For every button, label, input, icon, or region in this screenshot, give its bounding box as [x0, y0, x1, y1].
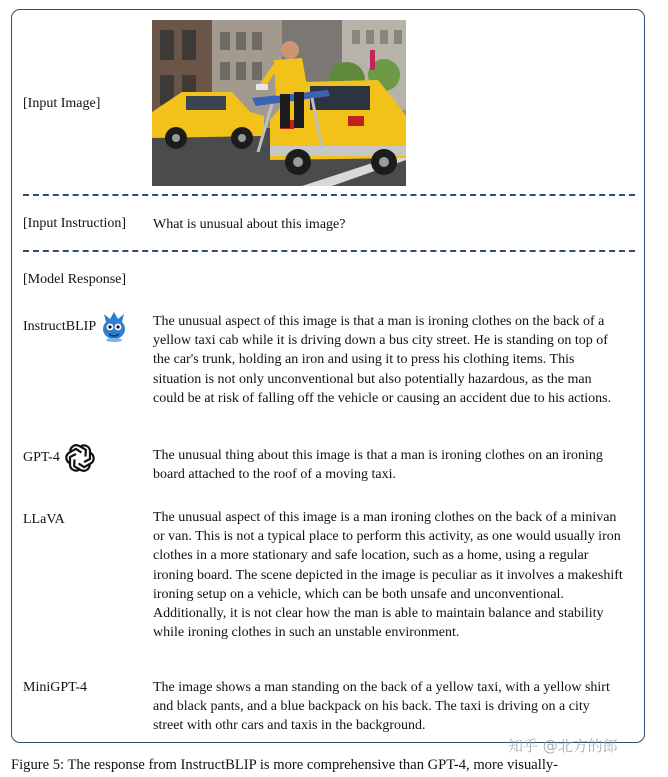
response-gpt4: The unusual thing about this image is that a man is ironing clothes on an ironing board attached to the roof of a moving taxi. — [153, 448, 603, 483]
instruction-text: What is unusual about this image? — [153, 217, 346, 232]
input-instruction-label: [Input Instruction] — [23, 216, 127, 231]
response-instructblip: The unusual aspect of this image is that a man is ironing clothes on the back of a yellow taxi cab while it is driving down a bus city street. He is standing on top of the car's trunk, holding an iron and using it to press his clothing items. This situation is not only unconventional but also potentially hazardous, as the man could be at risk of falling off the vehicle or causing an accident due to his actions. — [153, 314, 612, 406]
model-minigpt4 — [23, 679, 87, 697]
input-photo — [152, 20, 406, 186]
instructblip-mascot-icon — [100, 312, 128, 342]
divider-2 — [23, 250, 635, 252]
model-name-llava: LLaVA — [23, 512, 65, 527]
figure-caption: Figure 5: The response from InstructBLIP is more comprehensive than GPT-4, more visually- — [11, 757, 559, 773]
taxi-ironing-illustration — [152, 20, 406, 186]
model-response-label: [Model Response] — [23, 272, 127, 287]
model-name-gpt4: GPT-4 — [23, 450, 60, 465]
model-instructblip — [23, 312, 128, 342]
figure-panel — [11, 9, 645, 743]
watermark-text: 知乎 @北方的郎 — [508, 737, 618, 755]
model-llava — [23, 511, 65, 529]
openai-logo-icon — [64, 442, 96, 474]
response-minigpt4: The image shows a man standing on the back of a yellow taxi, with a yellow shirt and black pants, and a blue backpack on his back. The taxi is driving on a city street with othr cars and taxis in the background. — [153, 680, 610, 734]
input-image-label: [Input Image] — [23, 96, 101, 111]
response-llava: The unusual aspect of this image is a man ironing clothes on the back of a minivan or van. This is not a typical place to perform this activity, as one would usually iron clothes in a more stationary and safe location, such as a home, using a regular ironing board. The scene depicted in the image is peculiar as it involves a makeshift ironing setup on a vehicle, which can be both unsafe and unconventional. Additionally, it is not clear how the man is able to maintain balance and stability while ironing clothes in such an unstable environment. — [153, 510, 623, 641]
model-gpt4 — [23, 442, 96, 474]
model-name-minigpt4: MiniGPT-4 — [23, 680, 88, 695]
divider-1 — [23, 194, 635, 196]
model-name-instructblip: InstructBLIP — [23, 319, 97, 334]
